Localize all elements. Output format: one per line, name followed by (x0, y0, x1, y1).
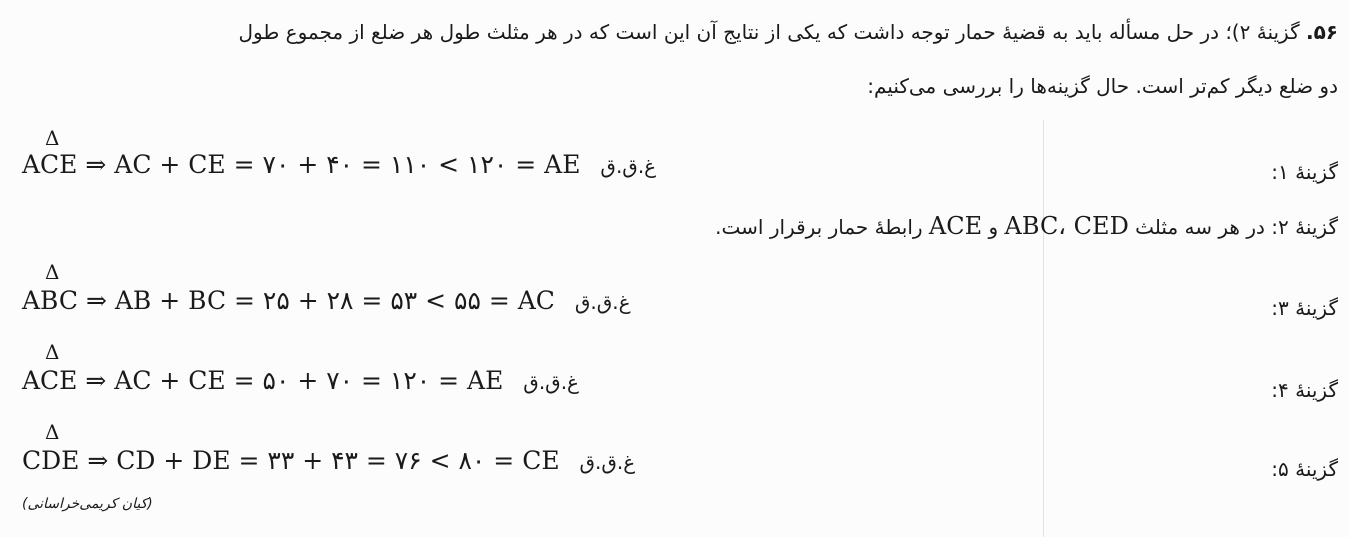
option-1-label: گزینهٔ ۱: (1271, 160, 1338, 184)
option-2-triangles: ABC، CED (1004, 212, 1129, 240)
option-3-label: گزینهٔ ۳: (1271, 296, 1338, 320)
question-heading-line-1 (239, 20, 1339, 44)
option-1-tag: غ.ق.ق (600, 154, 657, 178)
heading-text-line-1: گزینهٔ ۲)؛ در حل مسأله باید به قضیهٔ حمار توجه داشت که یکی از نتایج آن این است که در هر مثلث طول هر ضلع از مجموع طول (238, 20, 1300, 44)
option-1-formula: ACE ⇒ AC + CE = ۷۰ + ۴۰ = ۱۱۰ < ۱۲۰ = AE (22, 150, 581, 179)
option-4-formula: ACE ⇒ AC + CE = ۵۰ + ۷۰ = ۱۲۰ = AE (22, 366, 504, 395)
heading-text-line-2: دو ضلع دیگر کم‌تر است. حال گزینه‌ها را بررسی می‌کنیم: (867, 74, 1338, 98)
option-4-tag: غ.ق.ق (523, 370, 579, 394)
option-5-formula: CDE ⇒ CD + DE = ۳۳ + ۴۳ = ۷۶ < ۸۰ = CE (22, 446, 560, 475)
option-2-text-after: رابطهٔ حمار برقرار است. (715, 215, 923, 239)
option-5-math (22, 446, 635, 475)
option-2-line (715, 212, 1338, 240)
option-2-label: گزینهٔ ۲: (1271, 215, 1338, 239)
triangle-symbol: Δ (45, 126, 60, 150)
page-divider (1043, 120, 1044, 537)
option-4-label: گزینهٔ ۴: (1271, 378, 1338, 402)
option-3-tag: غ.ق.ق (574, 290, 631, 314)
author-credit: (کیان کریمی‌خراسانی) (22, 496, 153, 512)
triangle-symbol: Δ (45, 340, 60, 364)
option-5-label: گزینهٔ ۵: (1271, 457, 1338, 481)
option-5-tag: غ.ق.ق (579, 450, 636, 474)
triangle-symbol: Δ (45, 420, 60, 444)
option-2-triangle-last: ACE (928, 212, 983, 240)
option-1-math (22, 150, 656, 179)
option-2-conj: و (988, 215, 999, 239)
option-3-formula: ABC ⇒ AB + BC = ۲۵ + ۲۸ = ۵۳ < ۵۵ = AC (22, 286, 555, 315)
question-number: ۵۶. (1305, 20, 1338, 44)
option-2-text-before: در هر سه مثلث (1135, 215, 1265, 239)
option-4-math (22, 366, 579, 395)
question-heading-line-2 (867, 74, 1338, 98)
option-3-math (22, 286, 631, 315)
triangle-symbol: Δ (45, 260, 60, 284)
